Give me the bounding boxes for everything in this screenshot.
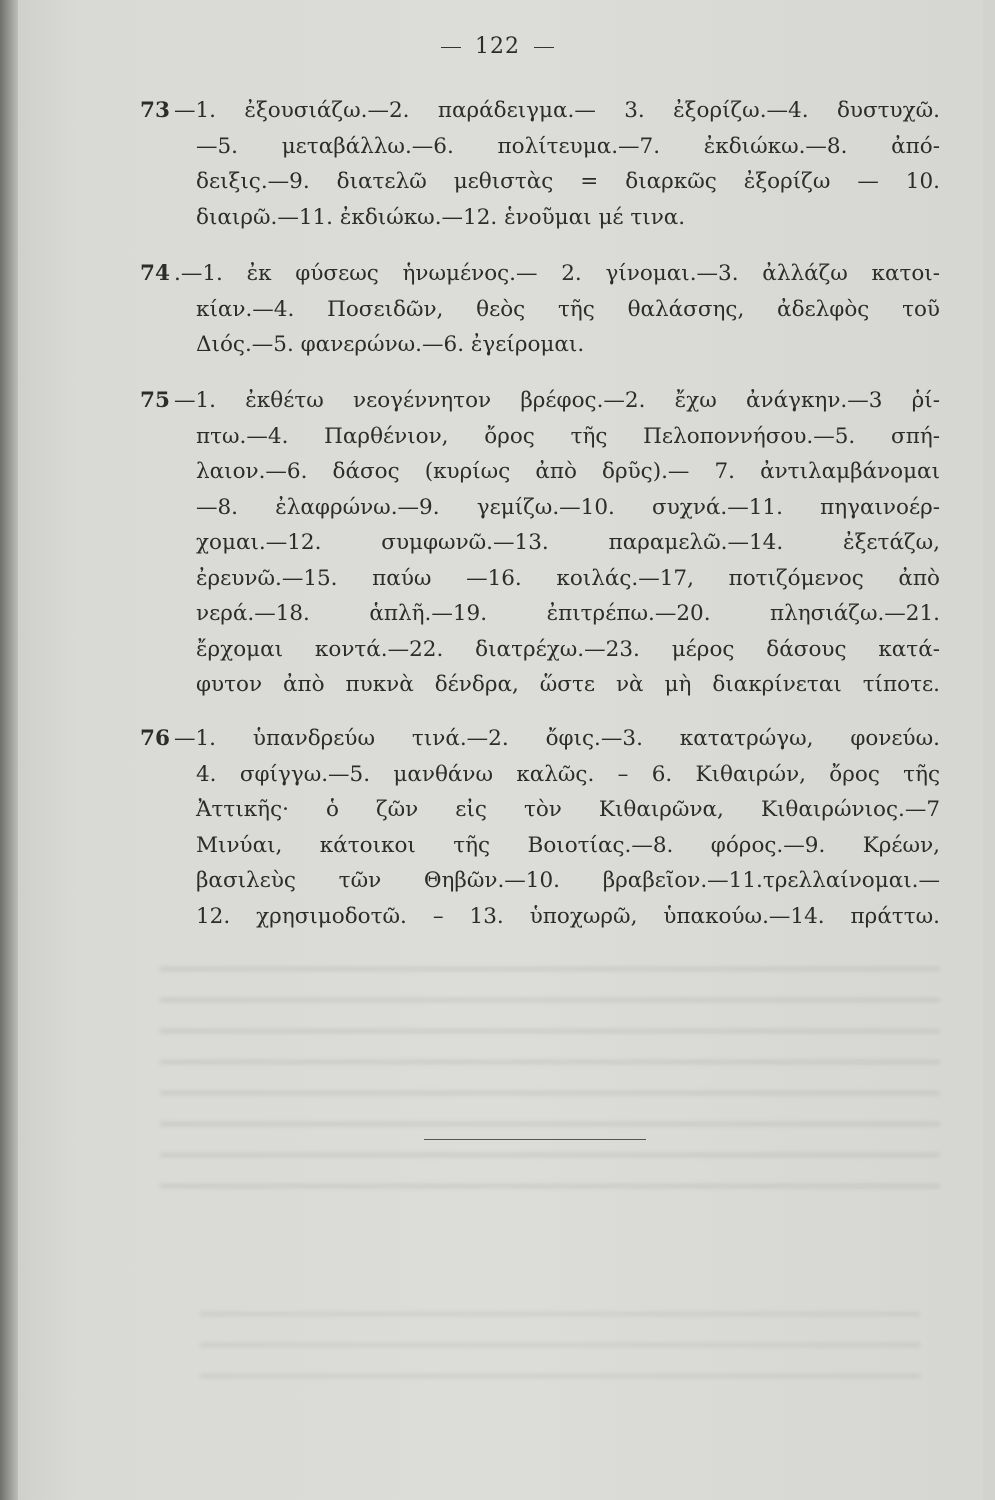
answer-section-76 — [140, 721, 940, 934]
answer-section-75 — [140, 383, 940, 703]
section-line: κίαν.—4. Ποσειδῶν, θεὸς τῆς θαλάσσης, ἀδελφὸς τοῦ — [196, 296, 940, 322]
show-through-text — [160, 960, 940, 1210]
section-line: 12. χρησιμοδοτῶ. – 13. ὑποχωρῶ, ὑπακούω.—14. πράττω. — [196, 903, 940, 929]
page-number-dash-left — [441, 47, 461, 48]
section-line: Ἀττικῆς· ὁ ζῶν εἰς τὸν Κιθαιρῶνα, Κιθαιρώνιος.—7 — [196, 797, 940, 822]
section-line: Διός.—5. φανερώνω.—6. ἐγείρομαι. — [196, 332, 585, 357]
section-line: 74 .—1. ἐκ φύσεως ἡνωμένος.— 2. γίνομαι.—3. ἀλλάζω κατοι- — [140, 256, 940, 292]
page-number — [0, 34, 995, 59]
section-line: ἔρχομαι κοντά.—22. διατρέχω.—23. μέρος δάσους κατά- — [196, 636, 940, 662]
section-line: βασιλεὺς τῶν Θηβῶν.—10. βραβεῖον.—11.τρελλαίνομαι.— — [196, 868, 940, 893]
section-line: φυτον ἀπὸ πυκνὰ δένδρα, ὥστε νὰ μὴ διακρίνεται τίποτε. — [196, 672, 940, 697]
section-number: 76 — [140, 726, 170, 751]
section-line: δειξις.—9. διατελῶ μεθιστὰς = διαρκῶς ἐξορίζω — 10. — [196, 169, 940, 194]
section-number: 74 — [140, 261, 170, 286]
answer-section-74 — [140, 256, 940, 363]
section-line: 75 —1. ἐκθέτω νεογέννητον βρέφος.—2. ἔχω ἀνάγκην.—3 ῥί- — [140, 383, 940, 419]
section-line: Μινύαι, κάτοικοι τῆς Βοιοτίας.—8. φόρος.—9. Κρέων, — [196, 832, 940, 858]
section-line: 76 —1. ὑπανδρεύω τινά.—2. ὄφις.—3. κατατρώγω, φονεύω. — [140, 721, 940, 757]
section-line: διαιρῶ.—11. ἐκδιώκω.—12. ἑνοῦμαι μέ τινα. — [196, 204, 686, 230]
page-number-dash-right — [534, 47, 554, 48]
section-line: ἐρευνῶ.—15. παύω —16. κοιλάς.—17, ποτιζόμενος ἀπὸ — [196, 565, 940, 591]
section-line: νερά.—18. ἁπλῆ.—19. ἐπιτρέπω.—20. πλησιάζω.—21. — [196, 601, 940, 626]
section-divider-rule — [424, 1139, 646, 1140]
section-line: 4. σφίγγω.—5. μανθάνω καλῶς. – 6. Κιθαιρών, ὄρος τῆς — [196, 761, 940, 787]
section-line: χομαι.—12. συμφωνῶ.—13. παραμελῶ.—14. ἐξετάζω, — [196, 530, 940, 555]
section-line: πτω.—4. Παρθένιον, ὄρος τῆς Πελοποννήσου.—5. σπή- — [196, 423, 940, 449]
answer-section-73 — [140, 93, 940, 235]
page-number-value: 122 — [475, 34, 520, 59]
section-line: 73 —1. ἐξουσιάζω.—2. παράδειγμα.— 3. ἐξορίζω.—4. δυστυχῶ. — [140, 93, 940, 129]
section-line: λαιον.—6. δάσος (κυρίως ἀπὸ δρῦς).— 7. ἀντιλαμβάνομαι — [196, 459, 940, 484]
book-binding-edge — [0, 0, 18, 1500]
section-line: —8. ἐλαφρώνω.—9. γεμίζω.—10. συχνά.—11. πηγαινοέρ- — [196, 494, 940, 520]
section-number: 73 — [140, 98, 170, 123]
section-number: 75 — [140, 388, 170, 413]
show-through-text — [200, 1290, 920, 1400]
section-line: —5. μεταβάλλω.—6. πολίτευμα.—7. ἐκδιώκω.—8. ἀπό- — [196, 133, 940, 159]
